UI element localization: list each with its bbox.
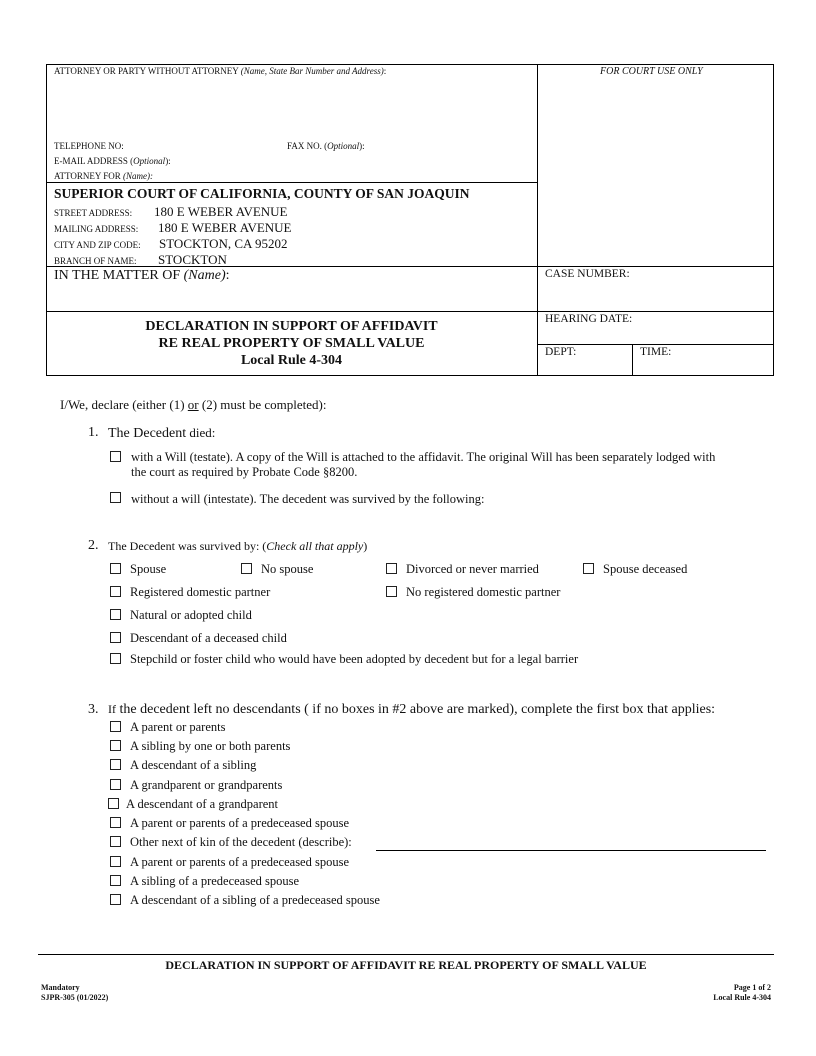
section-3-heading: If the decedent left no descendants ( if no boxes in #2 above are marked), complete the first box that applies:: [108, 702, 716, 717]
checkbox-natural-child[interactable]: [110, 609, 121, 620]
checkbox-s3-item[interactable]: [110, 875, 121, 886]
case-number-label: CASE NUMBER:: [545, 268, 630, 280]
natural-child-label: Natural or adopted child: [130, 608, 252, 622]
attorney-for-label: ATTORNEY FOR (Name):: [54, 171, 154, 181]
footer-page: Page 1 of 2: [733, 983, 771, 992]
section-3-number: 3.: [88, 702, 99, 717]
footer-rule-text: Local Rule 4-304: [713, 993, 771, 1002]
checkbox-no-spouse[interactable]: [241, 563, 252, 574]
checkbox-s3-item[interactable]: [110, 759, 121, 770]
checkbox-s3-item[interactable]: [110, 779, 121, 790]
branch-label: BRANCH OF NAME:: [54, 256, 137, 266]
intro-text: I/We, declare (either (1) or (2) must be completed):: [60, 397, 327, 412]
s3-item-label: A parent or parents of a predeceased spouse: [130, 816, 350, 830]
mailing-address-label: MAILING ADDRESS:: [54, 224, 139, 234]
court-use-label: FOR COURT USE ONLY: [600, 66, 703, 77]
matter-label: IN THE MATTER OF (Name):: [54, 268, 230, 283]
spouse-deceased-label: Spouse deceased: [603, 562, 688, 576]
registered-partner-label: Registered domestic partner: [130, 585, 271, 599]
section-1-number: 1.: [88, 425, 99, 440]
s3-item-label: A parent or parents of a predeceased spouse: [130, 855, 350, 869]
section-2-heading: The Decedent was survived by: (Check all that apply): [108, 539, 368, 553]
s3-item-label: A descendant of a sibling: [130, 758, 257, 772]
checkbox-spouse[interactable]: [110, 563, 121, 574]
s3-item-label: A descendant of a grandparent: [126, 797, 279, 811]
footer-mandatory: Mandatory: [41, 983, 80, 992]
s3-other-kin-label: Other next of kin of the decedent (describe):: [130, 835, 352, 849]
checkbox-s3-item[interactable]: [110, 856, 121, 867]
checkbox-no-registered-partner[interactable]: [386, 586, 397, 597]
checkbox-s3-item[interactable]: [110, 721, 121, 732]
checkbox-s3-item[interactable]: [110, 894, 121, 905]
footer-form-number: SJPR-305 (01/2022): [41, 993, 109, 1002]
checkbox-s3-item[interactable]: [108, 798, 119, 809]
section-2-number: 2.: [88, 538, 99, 553]
mailing-address-value: 180 E WEBER AVENUE: [158, 220, 292, 235]
street-address-label: STREET ADDRESS:: [54, 208, 133, 218]
spouse-label: Spouse: [130, 562, 167, 576]
time-label: TIME:: [640, 346, 672, 358]
attorney-party-label: ATTORNEY OR PARTY WITHOUT ATTORNEY (Name, State Bar Number and Address):: [54, 66, 387, 76]
stepchild-label: Stepchild or foster child who would have been adopted by decedent but for a legal barrier: [130, 652, 579, 666]
email-label: E-MAIL ADDRESS (Optional):: [54, 156, 171, 166]
dept-label: DEPT:: [545, 346, 577, 358]
s3-item-label: A sibling by one or both parents: [130, 739, 291, 753]
footer-rule: [38, 954, 774, 955]
footer-title: DECLARATION IN SUPPORT OF AFFIDAVIT RE REAL PROPERTY OF SMALL VALUE: [165, 958, 647, 972]
divorced-label: Divorced or never married: [406, 562, 539, 576]
checkbox-descendant-deceased-child[interactable]: [110, 632, 121, 643]
checkbox-without-will[interactable]: [110, 492, 121, 503]
checkbox-spouse-deceased[interactable]: [583, 563, 594, 574]
street-address-value: 180 E WEBER AVENUE: [154, 204, 288, 219]
checkbox-s3-other-kin[interactable]: [110, 836, 121, 847]
no-registered-partner-label: No registered domestic partner: [406, 585, 561, 599]
branch-value: STOCKTON: [158, 252, 227, 267]
s3-item-label: A grandparent or grandparents: [130, 778, 283, 792]
checkbox-registered-partner[interactable]: [110, 586, 121, 597]
checkbox-s3-item[interactable]: [110, 740, 121, 751]
s3-item-label: A descendant of a sibling of a predeceased spouse: [130, 893, 380, 907]
form-title: DECLARATION IN SUPPORT OF AFFIDAVIT RE REAL PROPERTY OF SMALL VALUE Local Rule 4-304: [145, 319, 438, 368]
no-spouse-label: No spouse: [261, 562, 314, 576]
city-zip-label: CITY AND ZIP CODE:: [54, 240, 141, 250]
checkbox-divorced[interactable]: [386, 563, 397, 574]
city-zip-value: STOCKTON, CA 95202: [159, 236, 288, 251]
s3-item-label: A sibling of a predeceased spouse: [130, 874, 300, 888]
checkbox-s3-item[interactable]: [110, 817, 121, 828]
descendant-deceased-child-label: Descendant of a deceased child: [130, 631, 287, 645]
section-1-heading: The Decedent died:: [108, 425, 216, 441]
option-without-will-label: without a will (intestate). The decedent was survived by the following:: [131, 492, 485, 506]
s3-item-label: A parent or parents: [130, 720, 226, 734]
option-with-will-label: with a Will (testate). A copy of the Will is attached to the affidavit. The original Will has been separately lodged with the court as required by Probate Code §8200.: [131, 450, 716, 479]
checkbox-stepchild[interactable]: [110, 653, 121, 664]
checkbox-with-will[interactable]: [110, 451, 121, 462]
court-name: SUPERIOR COURT OF CALIFORNIA, COUNTY OF SAN JOAQUIN: [54, 186, 470, 201]
fax-label: FAX NO. (Optional):: [287, 141, 365, 151]
telephone-label: TELEPHONE NO:: [54, 141, 124, 151]
hearing-date-label: HEARING DATE:: [545, 313, 633, 325]
describe-line[interactable]: [376, 850, 766, 851]
